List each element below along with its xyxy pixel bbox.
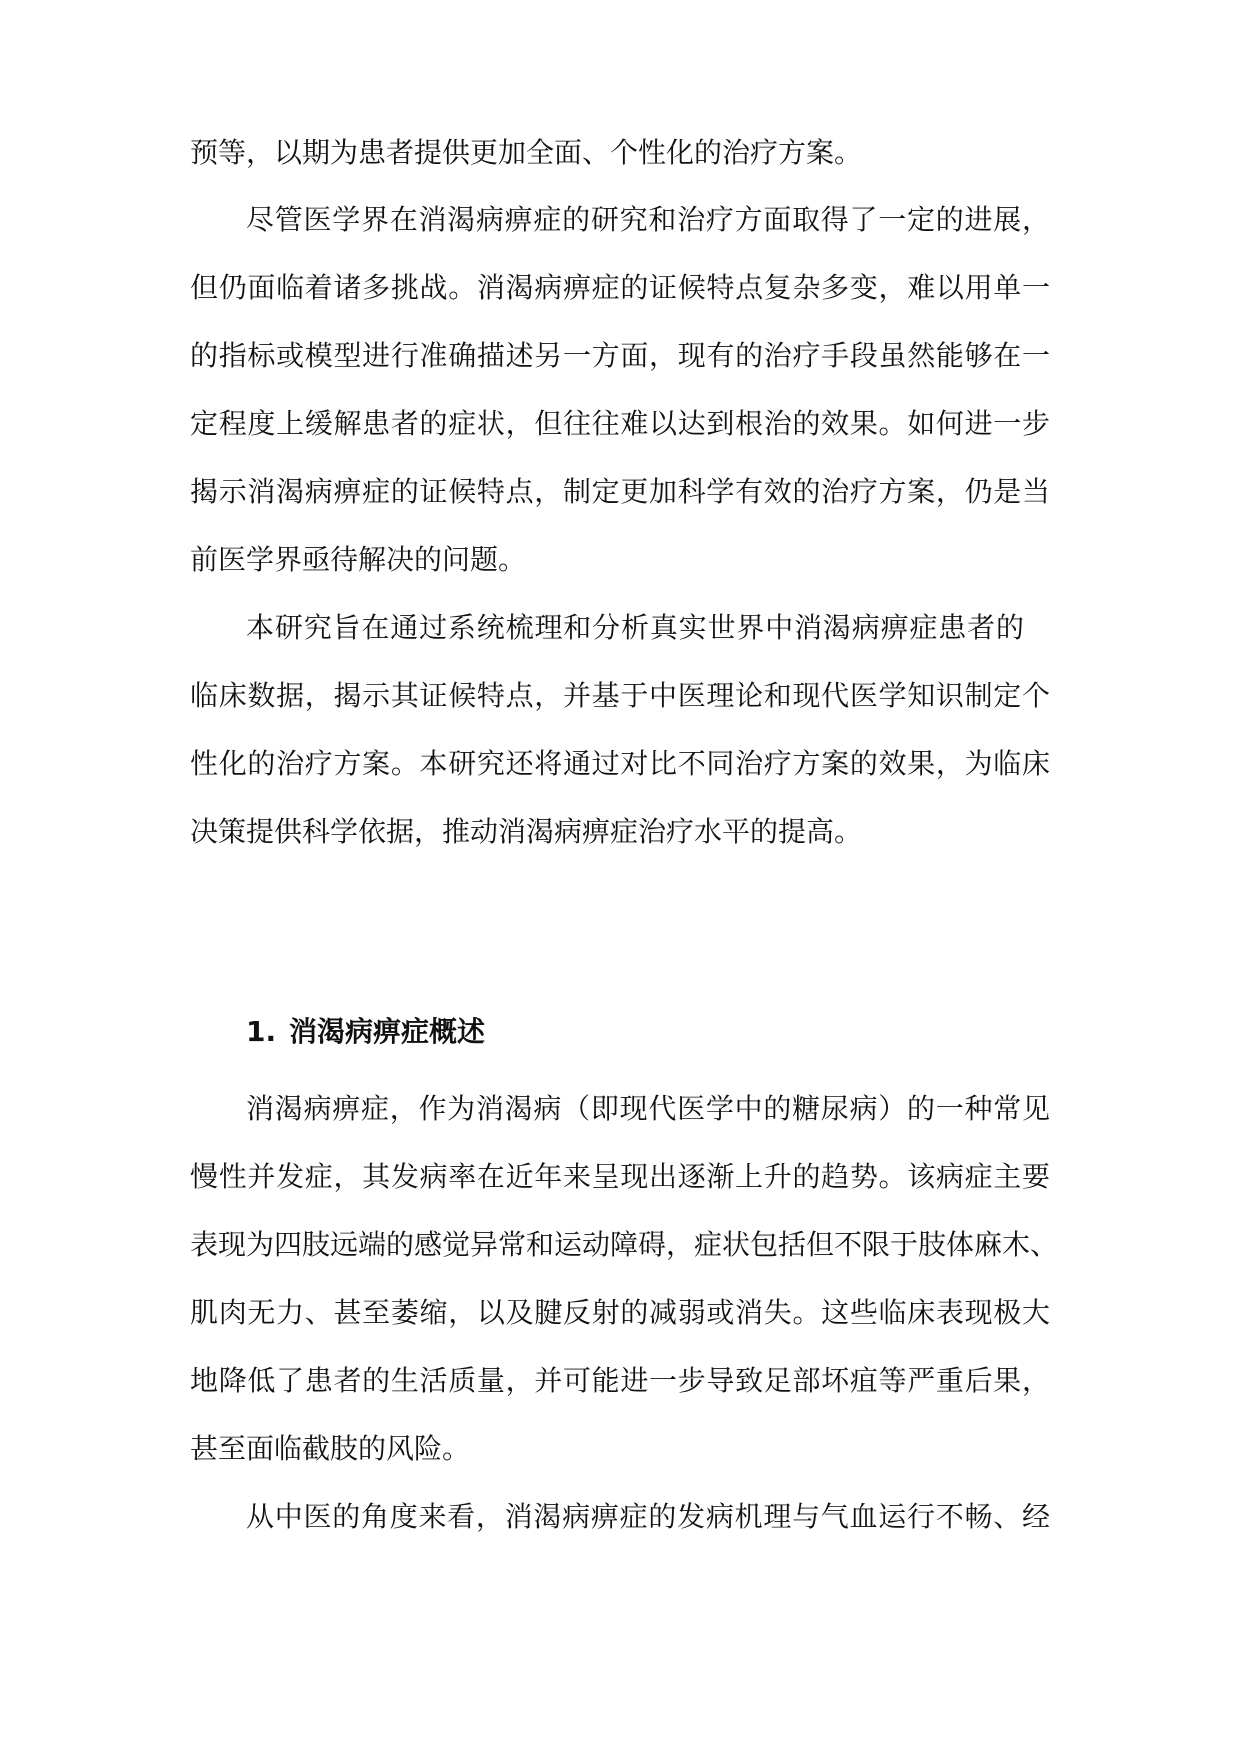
paragraph-line: 地降低了患者的生活质量，并可能进一步导致足部坏疽等严重后果，: [190, 1364, 1050, 1397]
paragraph-line: 定程度上缓解患者的症状，但往往难以达到根治的效果。如何进一步: [190, 407, 1050, 440]
paragraph-line: 肌肉无力、甚至萎缩，以及腱反射的减弱或消失。这些临床表现极大: [190, 1296, 1050, 1329]
paragraph-line: 揭示消渴病痹症的证候特点，制定更加科学有效的治疗方案，仍是当: [190, 475, 1050, 508]
paragraph-line: 尽管医学界在消渴病痹症的研究和治疗方面取得了一定的进展，: [246, 203, 1050, 236]
paragraph-line: 表现为四肢远端的感觉异常和运动障碍，症状包括但不限于肢体麻木、: [190, 1228, 1059, 1261]
paragraph-line: 从中医的角度来看，消渴病痹症的发病机理与气血运行不畅、经: [246, 1500, 1050, 1533]
paragraph-line: 性化的治疗方案。本研究还将通过对比不同治疗方案的效果，为临床: [190, 747, 1050, 780]
paragraph-line: 甚至面临截肢的风险。: [190, 1432, 471, 1465]
paragraph-line: 临床数据，揭示其证候特点，并基于中医理论和现代医学知识制定个: [190, 679, 1050, 712]
paragraph-line: 消渴病痹症，作为消渴病（即现代医学中的糖尿病）的一种常见: [246, 1092, 1050, 1125]
section-title: 消渴病痹症概述: [289, 1015, 486, 1048]
paragraph-line: 的指标或模型进行准确描述另一方面，现有的治疗手段虽然能够在一: [190, 339, 1050, 372]
paragraph-line: 决策提供科学依据，推动消渴病痹症治疗水平的提高。: [190, 815, 863, 848]
paragraph-line: 慢性并发症，其发病率在近年来呈现出逐渐上升的趋势。该病症主要: [190, 1160, 1050, 1193]
paragraph-line: 本研究旨在通过系统梳理和分析真实世界中消渴病痹症患者的: [246, 611, 1024, 644]
paragraph-line: 前医学界亟待解决的问题。: [190, 543, 527, 576]
paragraph-line: 预等，以期为患者提供更加全面、个性化的治疗方案。: [190, 136, 863, 169]
section-number: 1.: [246, 1015, 277, 1048]
paragraph-line: 但仍面临着诸多挑战。消渴病痹症的证候特点复杂多变，难以用单一: [190, 271, 1050, 304]
